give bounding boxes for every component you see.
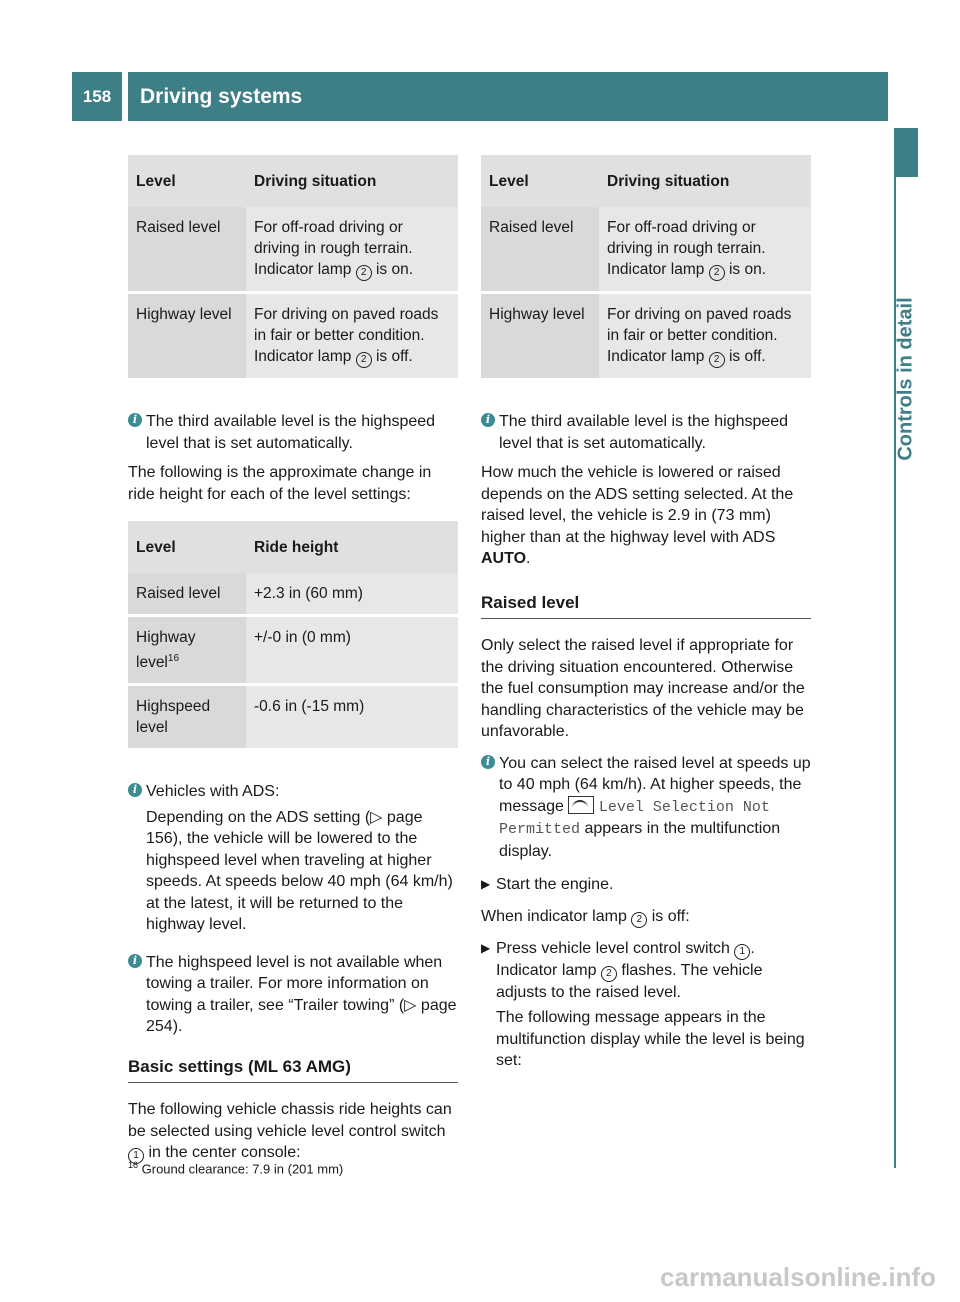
left-column — [128, 155, 458, 1164]
table-cell-height: +2.3 in (60 mm) — [246, 573, 458, 616]
table-header: Driving situation — [246, 155, 458, 207]
lamp-number: 2 — [356, 352, 372, 368]
right-column — [481, 155, 811, 1072]
table-header: Level — [481, 155, 599, 207]
lamp-number: 2 — [356, 265, 372, 281]
lamp-number: 2 — [601, 966, 617, 982]
footnote-ref: 16 — [167, 653, 180, 664]
info-note: i The third available level is the highspeed level that is set automatically. — [481, 411, 811, 454]
table-cell-height: -0.6 in (-15 mm) — [246, 685, 458, 749]
section-heading: Basic settings (ML 63 AMG) — [128, 1056, 458, 1084]
paragraph: The following is the approximate change in ride height for each of the level settings: — [128, 464, 432, 503]
info-note: i The highspeed level is not available when towing a trailer. For more information on towing a trailer, see “Trailer towing” (▷ page 254). — [128, 952, 458, 1038]
info-icon: i — [128, 954, 142, 968]
table-row — [128, 685, 458, 749]
table-row — [481, 207, 811, 293]
table-cell-level: Raised level — [128, 573, 246, 616]
paragraph: How much the vehicle is lowered or raised depends on the ADS setting selected. At the raised level, the vehicle is 2.9 in (73 mm) higher than at the highway level with ADS AUTO. — [481, 464, 794, 567]
table-cell-situation: For off-road driving or driving in rough terrain. Indicator lamp 2 is on. — [246, 207, 458, 293]
side-section-label: Controls in detail — [894, 297, 917, 461]
table-row — [128, 573, 458, 616]
info-icon: i — [481, 413, 495, 427]
display-message: Level Selection Not Permitted — [499, 798, 770, 838]
info-icon: i — [128, 783, 142, 797]
table-cell-level: Highspeed level — [128, 685, 246, 749]
table-cell-situation: For off-road driving or driving in rough terrain. Indicator lamp 2 is on. — [599, 207, 811, 293]
car-level-icon — [568, 796, 594, 814]
footnote: $^{16}$ Ground clearance: 7.9 in (201 mm) — [128, 1160, 344, 1177]
info-icon: i — [481, 755, 495, 769]
paragraph: The following vehicle chassis ride heights can be selected using vehicle level control switch 1 in the center console: — [128, 1099, 458, 1164]
table-cell-level: Raised level — [481, 207, 599, 293]
section-heading: Raised level — [481, 592, 811, 620]
table-header: Driving situation — [599, 155, 811, 207]
level-situation-table — [481, 155, 811, 378]
table-row — [128, 616, 458, 685]
page-number: 158 — [72, 72, 122, 121]
table-cell-level: Highway level — [481, 293, 599, 379]
level-situation-table — [128, 155, 458, 378]
table-row — [128, 207, 458, 293]
page-title: Driving systems — [128, 72, 888, 121]
paragraph: When indicator lamp 2 is off: — [481, 906, 811, 928]
ride-height-table — [128, 521, 458, 748]
switch-number: 1 — [128, 1148, 144, 1164]
step-detail: The following message appears in the multifunction display while the level is being set: — [496, 1009, 805, 1069]
table-cell-situation: For driving on paved roads in fair or better condition. Indicator lamp 2 is off. — [246, 293, 458, 379]
table-cell-level: Highway level$^{16}$ — [128, 616, 246, 685]
info-icon: i — [128, 413, 142, 427]
info-note: i You can select the raised level at speeds up to 40 mph (64 km/h). At higher speeds, the message Level Selection Not Permitted appears in the multifunction display. — [481, 753, 811, 863]
table-cell-situation: For driving on paved roads in fair or better condition. Indicator lamp 2 is off. — [599, 293, 811, 379]
table-header: Level — [128, 521, 246, 573]
table-cell-level: Raised level — [128, 207, 246, 293]
paragraph: Only select the raised level if appropriate for the driving situation encountered. Otherwise the fuel consumption may increase and/or the handling characteristics of the vehicle may be unfavorable. — [481, 637, 805, 740]
table-row — [481, 293, 811, 379]
instruction-step: ▶ Start the engine. — [481, 874, 811, 896]
info-note: i Vehicles with ADS: — [128, 781, 458, 803]
table-row — [128, 293, 458, 379]
lamp-number: 2 — [709, 352, 725, 368]
watermark: carmanualsonline.info — [660, 1262, 936, 1292]
info-note-body: Depending on the ADS setting (▷ page 156), the vehicle will be lowered to the highspeed level when traveling at higher speeds. At speeds below 40 mph (64 km/h) at the latest, it will be returned to the highway level. — [146, 808, 453, 934]
arrow-icon: ▶ — [481, 877, 491, 891]
table-cell-level: Highway level — [128, 293, 246, 379]
lamp-number: 2 — [709, 265, 725, 281]
table-header: Ride height — [246, 521, 458, 573]
instruction-step: ▶ Press vehicle level control switch 1 . Indicator lamp 2 flashes. The vehicle adjusts to the raised level. — [481, 939, 763, 1001]
arrow-icon: ▶ — [481, 940, 491, 955]
table-cell-height: +/-0 in (0 mm) — [246, 616, 458, 685]
side-tab-block — [894, 128, 918, 177]
switch-number: 1 — [734, 944, 750, 960]
table-header: Level — [128, 155, 246, 207]
lamp-number: 2 — [631, 912, 647, 928]
info-note: i The third available level is the highspeed level that is set automatically. — [128, 411, 458, 454]
